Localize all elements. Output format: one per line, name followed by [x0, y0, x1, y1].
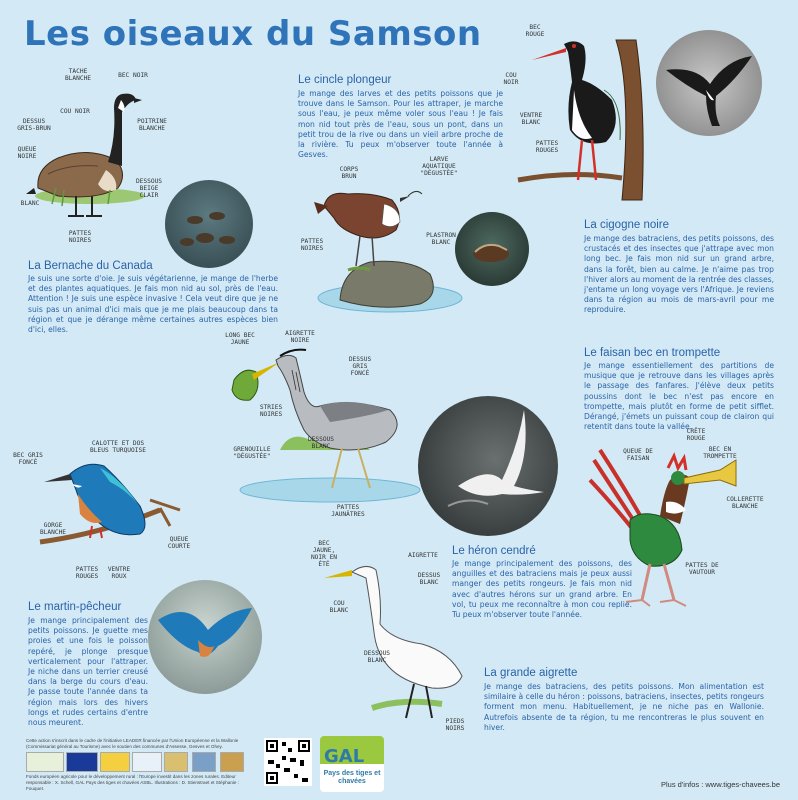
- label-pattes-rouges-martin: PATTES ROUGES: [75, 566, 99, 580]
- label-dessous-blanc-heron: DESSOUS BLANC: [307, 436, 335, 450]
- goose-photo: [165, 180, 253, 268]
- kingfisher-illustration: [30, 450, 190, 570]
- great-egret-illustration: [322, 548, 482, 728]
- label-bec-rouge: BEC ROUGE: [525, 24, 545, 38]
- label-calotte-dos: CALOTTE ET DOS BLEUS TURQUOISE: [90, 440, 146, 454]
- gal-logo: [320, 736, 384, 792]
- label-collerette-blanche: COLLERETTE BLANCHE: [726, 496, 764, 510]
- kingfisher-photo: [148, 580, 262, 694]
- label-corps-brun: CORPS BRUN: [339, 166, 359, 180]
- tourisme-logo: [132, 752, 162, 772]
- label-pattes-vautour: PATTES DE VAUTOUR: [685, 562, 719, 576]
- label-blanc: BLANC: [20, 200, 40, 207]
- cincle-text: Je mange des larves et des petits poissons que je trouve dans le Samson. Pour les attraper, je marche sous l'eau, je peux même voler sous l'eau ! Je fais mon nid tout près de l'eau, sous un pont, dans un petit trou de la rive ou dans un vieil arbre proche de la rivière. Tu peux m'observer toute l'année à Gesves.: [298, 89, 503, 160]
- martin-title: Le martin-pêcheur: [28, 601, 122, 613]
- dipper-photo: [455, 212, 529, 286]
- label-plastron-blanc: PLASTRON BLANC: [426, 232, 456, 246]
- heron-text: Je mange principalement des poissons, des anguilles et des batraciens mais je peux aussi manger des petits rongeurs. Je fais mon nid avec d'autres hérons sur un grand arbre. En vol, tu peux me reconnaître à mon cou replié. Tu peux m'observer toute l'année.: [452, 559, 632, 620]
- gesves-logo: [192, 752, 216, 772]
- more-info-link[interactable]: Plus d'infos : www.tiges-chavees.be: [661, 780, 780, 789]
- leader-logo: [26, 752, 64, 772]
- bernache-title: La Bernache du Canada: [28, 260, 153, 272]
- label-tache-blanche: TACHE BLANCHE: [64, 68, 92, 82]
- qr-code[interactable]: [264, 738, 312, 786]
- grey-heron-illustration: [220, 330, 420, 510]
- trumpet-pheasant-illustration: [590, 440, 770, 610]
- martin-text: Je mange principalement des petits poissons. Je guette mes proies et une fois le poisson repéré, je plonge presque verticalement pour l'attraper. Je niche dans un terrier creusé dans la berge du cours d'eau. Je passe toute l'année dans ta région mais lors des hivers longs et rudes certains d'entre nous meurent.: [28, 616, 148, 728]
- faisan-text: Je mange essentiellement des partitions de musique que je retrouve dans les villages après le passage des fanfares. J'élève deux petits poussins dont le bec n'est pas encore en trompette, mais plutôt en forme de petit sifflet. Dérangé, j'émets un puissant coup de clairon qui retentit dans toute la vallée.: [584, 361, 774, 432]
- label-grenouille: GRENOUILLE "DÉGUSTÉE": [233, 446, 271, 460]
- label-gorge-blanche: GORGE BLANCHE: [39, 522, 67, 536]
- label-dessus-gris-brun: DESSUS GRIS-BRUN: [17, 118, 51, 132]
- gal-name: GAL: [324, 746, 365, 767]
- page-title: Les oiseaux du Samson: [24, 14, 482, 54]
- heron-title: Le héron cendré: [452, 545, 536, 557]
- canada-goose-illustration: [18, 78, 178, 238]
- label-aigrette-noire: AIGRETTE NOIRE: [285, 330, 315, 344]
- label-bec-noir: BEC NOIR: [118, 72, 148, 79]
- ohey-logo: [220, 752, 244, 772]
- cigogne-text: Je mange des batraciens, des petits poissons, des crustacés et des insectes que j'attrape avec mon long bec. Je fais mon nid sur un grand arbre, dans la forêt, bien au calme. Je n'aime pas trop l'hiver alors au moment de la rentrée des classes, j'entame un long voyage vers l'Afrique. Je reviens dans ta région au mois de mars-avril pour me reproduire.: [584, 234, 774, 315]
- faisan-title: Le faisan bec en trompette: [584, 347, 721, 359]
- label-pieds-noirs: PIEDS NOIRS: [445, 718, 465, 732]
- label-pattes-noires: PATTES NOIRES: [68, 230, 92, 244]
- label-pattes-rouges: PATTES ROUGES: [535, 140, 559, 154]
- cigogne-title: La cigogne noire: [584, 219, 670, 231]
- label-pattes-noires-cincle: PATTES NOIRES: [300, 238, 324, 252]
- label-bec-gris-fonce: BEC GRIS FONCÉ: [13, 452, 43, 466]
- cincle-title: Le cincle plongeur: [298, 74, 392, 86]
- aigrette-text: Je mange des batraciens, des petits poissons. Mon alimentation est similaire à celle du héron : poissons, batraciens, insectes, petits rongeurs forment mon menu. Habituellement, je ne niche pas en Wallonie. Autrefois absente de ta région, tu me rencontreras le plus souvent en hiver.: [484, 682, 764, 732]
- stork-photo: [656, 30, 762, 136]
- label-bec-trompette: BEC EN TROMPETTE: [703, 446, 737, 460]
- label-aigrette: AIGRETTE: [408, 552, 438, 559]
- label-cou-noir-cigogne: COU NOIR: [503, 72, 519, 86]
- label-ventre-roux: VENTRE ROUX: [107, 566, 131, 580]
- eu-flag-logo: [66, 752, 98, 772]
- label-crete-rouge: CRÊTE ROUGE: [686, 428, 706, 442]
- label-stries-noires: STRIES NOIRES: [259, 404, 283, 418]
- label-long-bec-jaune: LONG BEC JAUNE: [225, 332, 255, 346]
- aigrette-title: La grande aigrette: [484, 667, 578, 679]
- label-queue-courte: QUEUE COURTE: [167, 536, 191, 550]
- footer-credits: Cette action s'inscrit dans le cadre de l'initiative LEADER financée par l'Union Européenne et la Wallonie (Commissariat général au Tourisme) avec le soutien des communes d'Assesse, Gesves et Ohey.: [26, 738, 239, 749]
- egret-flight-photo: [418, 396, 558, 536]
- label-poitrine-blanche: POITRINE BLANCHE: [137, 118, 167, 132]
- label-dessus-blanc: DESSUS BLANC: [417, 572, 441, 586]
- label-cou-blanc: COU BLANC: [329, 600, 349, 614]
- bernache-text: Je suis une sorte d'oie. Je suis végétarienne, je mange de l'herbe et des plantes aquatiques. Je fais mon nid au sol, près de l'eau. Attention ! Je suis une espèce invasive ! Cela veut dire que je ne suis pas un animal d'ici mais que je me plais beaucoup dans ta région et que je dérange même certaines autres espèces bien d'ici, elles.: [28, 274, 278, 335]
- label-dessous-beige: DESSOUS BEIGE CLAIR: [135, 178, 163, 199]
- wallonie-logo: [100, 752, 130, 772]
- gal-subtitle: Pays des tiges et chavées: [323, 770, 381, 785]
- label-queue-faisan: QUEUE DE FAISAN: [623, 448, 653, 462]
- label-pattes-jaunatres: PATTES JAUNÂTRES: [331, 504, 365, 518]
- label-larve-aquatique: LARVE AQUATIQUE "DÉGUSTÉE": [420, 156, 458, 177]
- label-bec-jaune-noir: BEC JAUNE, NOIR EN ÉTÉ: [310, 540, 338, 568]
- label-ventre-blanc: VENTRE BLANC: [519, 112, 543, 126]
- label-dessus-gris-fonce: DESSUS GRIS FONCÉ: [348, 356, 372, 377]
- footer-credits-2: Fonds européen agricole pour le développement rural : l'Europe investit dans les zones rurales. Editeur responsable : X. Schell, GAL Pays des tiges et chavées ASBL. Illustrations : D. Stienstraet et Stéphanie : Fouquet.: [26, 774, 240, 791]
- assesse-logo: [164, 752, 188, 772]
- label-cou-noir: COU NOIR: [60, 108, 90, 115]
- label-queue-noire: QUEUE NOIRE: [17, 146, 37, 160]
- label-dessous-blanc-aigrette: DESSOUS BLANC: [363, 650, 391, 664]
